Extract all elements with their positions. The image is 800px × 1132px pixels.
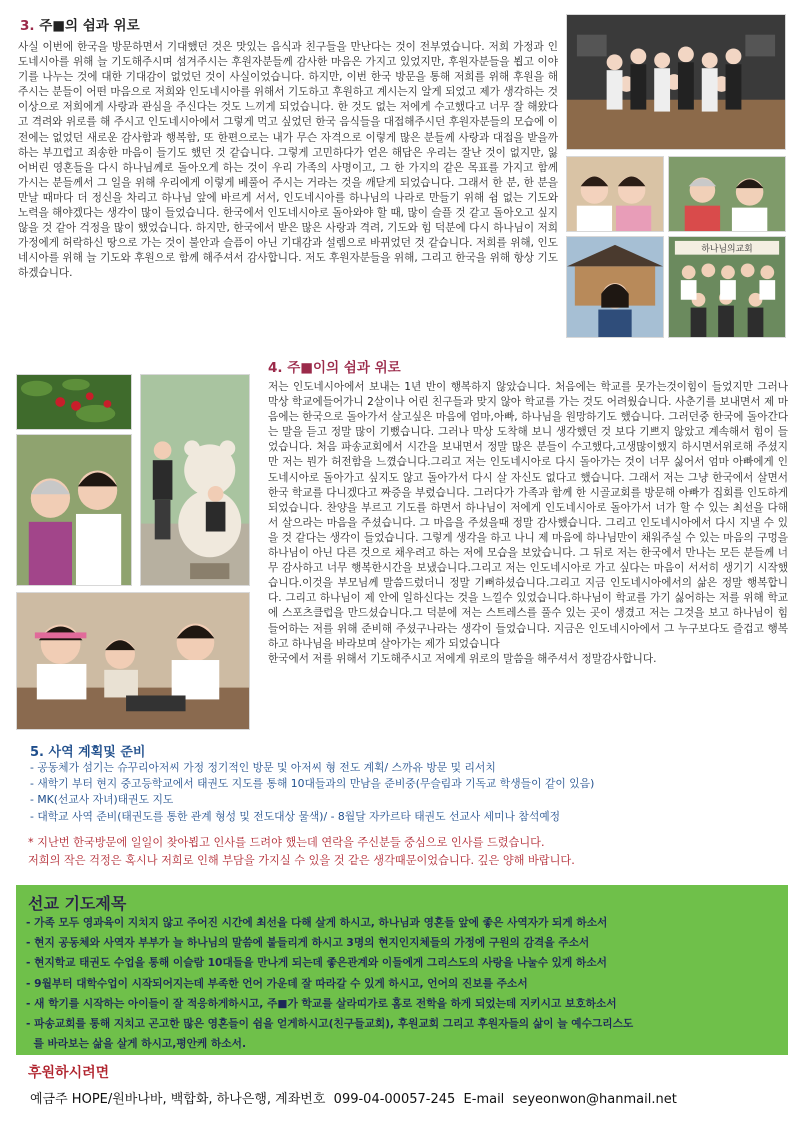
section4-heading (268, 356, 401, 376)
photo-bear-statue (140, 374, 250, 586)
section5-heading: 5. 사역 계획및 준비 (30, 745, 146, 760)
section3-title: 주■의 쉼과 위로 (39, 18, 140, 34)
support-title: 후원하시려면 (28, 1065, 110, 1081)
photo-raspberries (16, 374, 132, 430)
support-account-line: 예금주 HOPE/원바나바, 백합화, 하나은행, 계좌번호 099-04-00057-245 E-mail seyeonwon@hanmail.net (30, 1092, 677, 1107)
section3-heading (20, 14, 140, 34)
prayer-item: - 현지학교 태권도 수업을 통해 이슬람 10대들을 만나게 되는데 좋은관계와 이들에게 그리스도의 사랑을 나눌수 있게 하소서 (26, 956, 608, 970)
section3-body: 사실 이번에 한국을 방문하면서 기대했던 것은 맛있는 음식과 친구들을 만난다는 것이 전부였습니다. 저희 가정과 인도네시아를 위해 늘 기도해주시며 섬겨주시는 후원자분들께 감사한 마음은 가지고 있었지만, 후원자분들을 뵙고 이야기를 나누는 것에 대한 기대감이 없었던 것이 사실이었습니다. 하지만, 이번 한국 방문을 통해 저희를 위해 후원을 해 주시는 분들이 어떤 마음으로 저희와 인도네시아를 위해서 기도하고 후원하고 계시는지 알게 되었고 제가 생각하는 것 이상으로 저희에게 사랑과 관심을 주신다는 것도 느끼게 되었습니다. 한 것도 없는 저에게 수고했다고 너무 잘 해왔다고 격려와 위로를 해 주시고 인도네시아에서 그렇게 먹고 싶었던 한국 음식들을 대접해주시던 후원자분들의 모습에 이전에는 없었던 새로운 감사함과 행복함, 또 한편으로는 내가 무슨 자격으로 이렇게 많은 분들께 사랑과 대접을 받을까 하는 부끄럽고 죄송한 마음이 들기도 했던 것 같습니다. 그렇게 고민하다가 얻은 해답은 우리는 잘난 것이 없지만, 잃어버린 영혼들을 다시 하나님께로 돌아오게 하는 것이 우리 가족의 사명이고, 그 한 가지의 같은 목표를 가지고 함께 가시는 분들께서 그 일을 위해 우리에게 이렇게 베풀어 주시는 거라는 것을 깨닫게 되었습니다. 그래서 한 분, 한 분을 만날 때마다 더 정신을 차리고 하나님 앞에 바르게 서서, 인도네시아를 하나님의 나라로 만들기 위해 쉼 없는 기도와 노력을 해야겠다는 생각이 많이 들었습니다. 한국에서 인도네시아로 돌아와야 할 때, 많이 슬플 것 같고 돌아오고 싶지 않을 것 같아 걱정을 많이 했었습니다. 하지만, 한국에서 받은 많은 사랑과 격려, 기도와 힘 덕분에 다시 하나님이 저희 가정에게 허락하신 땅으로 가는 것이 불안과 슬픔이 아닌 기대감과 설렘으로 바뀌었던 것 같습니다. 저희를 위해, 인도네시아를 위해 늘 기도와 후원으로 함께 해주셔서 감사합니다. 저도 후원자분들을 위해, 그리고 한국을 위해 항상 기도하겠습니다. (18, 41, 558, 280)
photo-group-church (566, 14, 786, 150)
prayer-item: - 새 학기를 시작하는 아이들이 잘 적응하게하시고, 주■가 학교를 살라띠가로 홈로 전학을 하게 되었는데 지키시고 보호하소서 (26, 996, 617, 1010)
prayer-item: - 가족 모두 영과육이 지치지 않고 주어진 시간에 최선을 다해 살게 하시고, 하나님과 영혼들 앞에 좋은 사역자가 되게 하소서 (26, 916, 608, 929)
photo-selfie-grandma (16, 434, 132, 586)
section4-body: 저는 인도네시아에서 보내는 1년 반이 행복하지 않았습니다. 처음에는 학교를 못가는것이힘이 들었지만 그러나 막상 학교에들어가니 2살이나 어린 친구들과 맞지 않아 학교를 가는 것도 어려웠습니다. 사춘기를 보내면서 제 마음에는 한국으로 돌아가서 살고싶은 마음에 엄마,아빠, 하나님을 원망하기도 했습니다. 그러던중 한국에 돌아간다는 말을 듣고 정말 많이 기뻤습니다. 그러나 막상 도착해 보니 생각했던 것 보다 기쁘지 않았고 계속해서 힘이 들었습니다. 처음 파송교회에서 시간을 보내면서 정말 많은 분들이 수고했다,고생많이했지 하시면서위로해 주셨지만 저는 뭔가 허전함을 느꼈습니다.그리고 저는 인도네시아로 다시 돌아가는 것이 너무 싫어서 엄마 아빠에게 인도네시아로 돌아가고 싶지도 않고 돌아가서 다시 살 자신도 없다고 했습니다. 그래서 저는 그냥 한국에서 살면서 한국 학교를 다니겠다고 짜증을 부렸습니다. 그러다가 가족과 함께 한 시골교회를 방문해 아빠가 집회를 인도하게 되었습니다. 찬양을 부르고 기도를 하면서 하나님이 저에게 인도네시아로 돌아가서 너가 할 수 있는 최선을 다해서 살으라는 마음을 주셨습니다. 그 마음을 주셨을때 정말 감사했습니다. 그리고 인도네시아에서 다시 지낼 수 있을 것 같다는 생각이 들었습니다. 그렇게 생각을 하고 나니 제 마음에 하나님만이 채워주실 수 있는 마음의 구멍을 하나님이 아닌 다른 것으로 채우려고 하는 저에 모습을 보았습니다. 그 뒤로 저는 한국에서 만나는 모든 분들께 너무 감사하고 너무 행복한시간을 보냈습니다.그리고 저는 인도네시아로 가고 싶다는 마음이 서서히 생기기 시작했습니다.이것을 부모님께 말씀드렸더니 정말 기뻐하셨습니다.그리고 지금 인도네시아에서의 삶은 정말 행복합니다. 그리고 하나님이 제 안에 일하신다는 것을 느낄수 있었습니다.하나님이 학교를 가기 싫어하는 저를 위해 학교에 스포츠클럽을 만드셨습니다.그 덕분에 저는 스트레스를 풀수 있는 곳이 생겼고 저는 그것을 보고 하나님이 힘들어하는 저를 위해 준비해 주셨구나라는 생각이 들었습니다. 지금은 인도네시아에서 그 누구보다도 즐겁고 행복하고 하나님을 바라보며 살아가는 제가 되었습니다 한국에서 저를 위해서 기도해주시고 저에게 위로의 말씀을 해주셔서 정말감사합니다. (268, 381, 788, 665)
photo-selfie-elder (668, 156, 786, 232)
prayer-item: 를 바라보는 삶을 살게 하시고,평안케 하소서. (26, 1037, 247, 1051)
prayer-title: 선교 기도제목 (28, 894, 127, 913)
prayer-item: - 파송교회를 통해 지치고 곤고한 많은 영혼들이 쉼을 얻게하시고(친구들교회), 후원교회 그리고 후원자들의 삶이 늘 예수그리스도 (26, 1017, 634, 1031)
photo-group-church-sign (668, 236, 786, 338)
prayer-section (16, 885, 788, 1055)
prayer-item: - 9월부터 대학수업이 시작되어지는데 부족한 언어 가운데 잘 따라갈 수 있게 하시고, 언어의 진보를 주소서 (26, 976, 528, 990)
photo-friends-face-paint (566, 156, 664, 232)
prayer-item: - 현지 공동체와 사역자 부부가 늘 하나님의 말씀에 붙들리게 하시고 3명의 현지인지체들의 가정에 구원의 감격을 주소서 (26, 936, 590, 950)
photo-restaurant-girls (16, 592, 250, 730)
section5-note: * 지난번 한국방문에 일일이 찾아뵙고 인사를 드려야 했는데 연락을 주신분들 중심으로 인사를 드렸습니다. 저희의 작은 걱정은 혹시나 저희로 인해 부담을 가지실 수 있을 것 같은 생각때문이었습니다. 깊은 양해 바랍니다. (28, 836, 575, 867)
photo-hanok-girl (566, 236, 664, 338)
plan-item: - 새학기 부터 현지 중고등학교에서 태권도 지도를 통해 10대들과의 만남을 준비중(무슬림과 기독교 학생들이 같이 있음) (30, 777, 595, 791)
church-sign-text: 하나님의교회 (701, 244, 753, 255)
section3-number: 3. (20, 18, 35, 34)
plan-item: - 대학교 사역 준비(태권도를 통한 관계 형성 및 전도대상 물색)/ - 8월달 자카르타 태권도 선교사 세미나 참석예정 (30, 809, 561, 823)
plan-item: - MK(선교사 자녀)태권도 지도 (30, 793, 174, 807)
plan-item: - 공동체가 섬기는 슈꾸리아저씨 가정 정기적인 방문 및 아저씨 형 전도 계획/ 스까유 방문 및 리서치 (30, 761, 496, 774)
section4-title: 주■이의 쉼과 위로 (287, 360, 401, 376)
section5-plan-list (30, 760, 790, 825)
prayer-list (26, 913, 782, 1054)
section4-number: 4. (268, 360, 283, 376)
